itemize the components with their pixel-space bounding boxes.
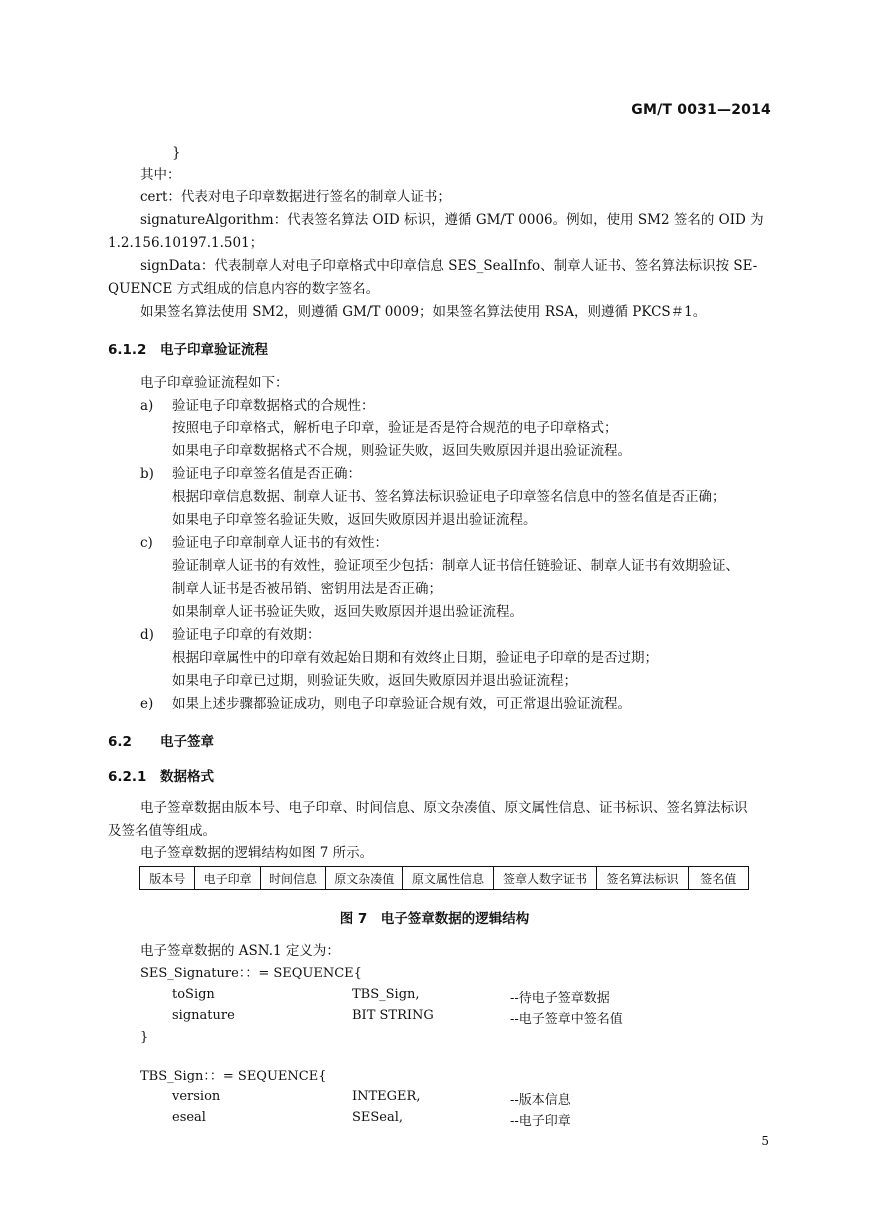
structure-cell: 时间信息 [261,867,326,889]
item-title: 验证电子印章制章人证书的有效性： [172,535,388,551]
field-type: INTEGER, [352,1089,421,1104]
structure-cell: 签名算法标识 [597,867,688,889]
signdata-definition: signData：代表制章人对电子印章格式中印章信息 SES_SealInfo、制章人证书、签名算法标识按 SE- [140,258,758,274]
cert-definition: cert：代表对电子印章数据进行签名的制章人证书； [140,189,451,205]
structure-cell: 签章人数字证书 [494,867,598,889]
item-title: 验证电子印章数据格式的合规性： [172,398,375,414]
item-label: d) [140,627,154,643]
section-number: 6.1.2 [108,342,147,358]
section-number: 6.2.1 [108,769,147,785]
section-6-2-1-heading [108,765,214,785]
field-comment: --电子印章 [510,1114,571,1129]
format-paragraph-cont: 及签名值等组成。 [108,823,216,839]
item-a-line-2: 如果电子印章数据格式不合规，则验证失败，返回失败原因并退出验证流程。 [172,443,631,459]
list-item-d [140,625,321,645]
section-title: 数据格式 [160,769,214,785]
item-title: 如果上述步骤都验证成功，则电子印章验证合规有效，可正常退出验证流程。 [172,696,631,712]
item-title: 验证电子印章签名值是否正确： [172,466,361,482]
signature-algorithm-oid: 1.2.156.10197.1.501； [108,235,264,251]
field-name: signature [172,1008,235,1023]
ses-signature-header: SES_Signature：：= SEQUENCE{ [140,966,362,981]
page-number: 5 [761,1134,769,1148]
section-title: 电子印章验证流程 [160,342,268,358]
field-name: eseal [172,1110,206,1125]
list-item-e [140,694,631,714]
asn1-intro: 电子签章数据的 ASN.1 定义为： [140,943,340,959]
item-d-line-2: 如果电子印章已过期，则验证失败，返回失败原因并退出验证流程； [172,673,577,689]
field-type: BIT STRING [352,1008,434,1023]
format-paragraph: 电子签章数据由版本号、电子印章、时间信息、原文杂凑值、原文属性信息、证书标识、签名算法标识 [140,800,748,816]
item-c-line-1: 验证制章人证书的有效性，验证项至少包括：制章人证书信任链验证、制章人证书有效期验证、 [172,558,739,574]
item-c-line-2: 制章人证书是否被吊销、密钥用法是否正确； [172,581,442,597]
signature-algorithm-definition: signatureAlgorithm：代表签名算法 OID 标识，遵循 GM/T 0006。例如，使用 SM2 签名的 OID 为 [140,212,764,228]
structure-cell: 原文属性信息 [403,867,493,889]
item-label: c) [140,535,153,551]
section-6-1-2-heading [108,338,268,358]
item-label: e) [140,696,154,712]
figure-reference: 电子签章数据的逻辑结构如图 7 所示。 [140,845,374,861]
item-b-line-1: 根据印章信息数据、制章人证书、签名算法标识验证电子印章签名信息中的签名值是否正确； [172,489,726,505]
field-comment: --电子签章中签名值 [510,1012,623,1027]
item-a-line-1: 按照电子印章格式，解析电子印章，验证是否是符合规范的电子印章格式； [172,420,618,436]
verification-lead: 电子印章验证流程如下： [140,375,289,391]
item-c-line-3: 如果制章人证书验证失败，返回失败原因并退出验证流程。 [172,604,523,620]
list-item-b [140,464,361,484]
list-item-a [140,396,375,416]
structure-cell: 原文杂凑值 [326,867,403,889]
where-label: 其中： [140,167,181,183]
standard-number: GM/T 0031—2014 [631,102,771,118]
section-6-2-heading [108,730,214,750]
logical-structure-table [139,866,749,890]
field-name: version [172,1089,221,1104]
signdata-definition-cont: QUENCE 方式组成的信息内容的数字签名。 [108,281,380,297]
figure-caption: 图 7 电子签章数据的逻辑结构 [339,911,530,927]
tbs-sign-header: TBS_Sign：：= SEQUENCE{ [140,1069,327,1084]
field-comment: --待电子签章数据 [510,991,610,1006]
closing-brace: } [172,145,181,161]
item-label: a) [140,398,154,414]
algorithm-note: 如果签名算法使用 SM2，则遵循 GM/T 0009；如果签名算法使用 RSA，则遵循 PKCS＃1。 [140,304,707,320]
structure-cell: 签名值 [700,871,737,886]
field-type: TBS_Sign, [352,987,420,1002]
section-title: 电子签章 [160,734,214,750]
structure-cell: 版本号 [140,867,195,889]
field-type: SESeal, [352,1110,404,1125]
item-label: b) [140,466,154,482]
structure-cell: 电子印章 [195,867,260,889]
list-item-c [140,533,388,553]
item-d-line-1: 根据印章属性中的印章有效起始日期和有效终止日期，验证电子印章的是否过期； [172,650,658,666]
section-number: 6.2 [108,734,132,750]
field-name: toSign [172,987,215,1002]
item-b-line-2: 如果电子印章签名验证失败，返回失败原因并退出验证流程。 [172,512,537,528]
field-comment: --版本信息 [510,1093,571,1108]
item-title: 验证电子印章的有效期： [172,627,321,643]
ses-signature-close: } [140,1030,149,1045]
